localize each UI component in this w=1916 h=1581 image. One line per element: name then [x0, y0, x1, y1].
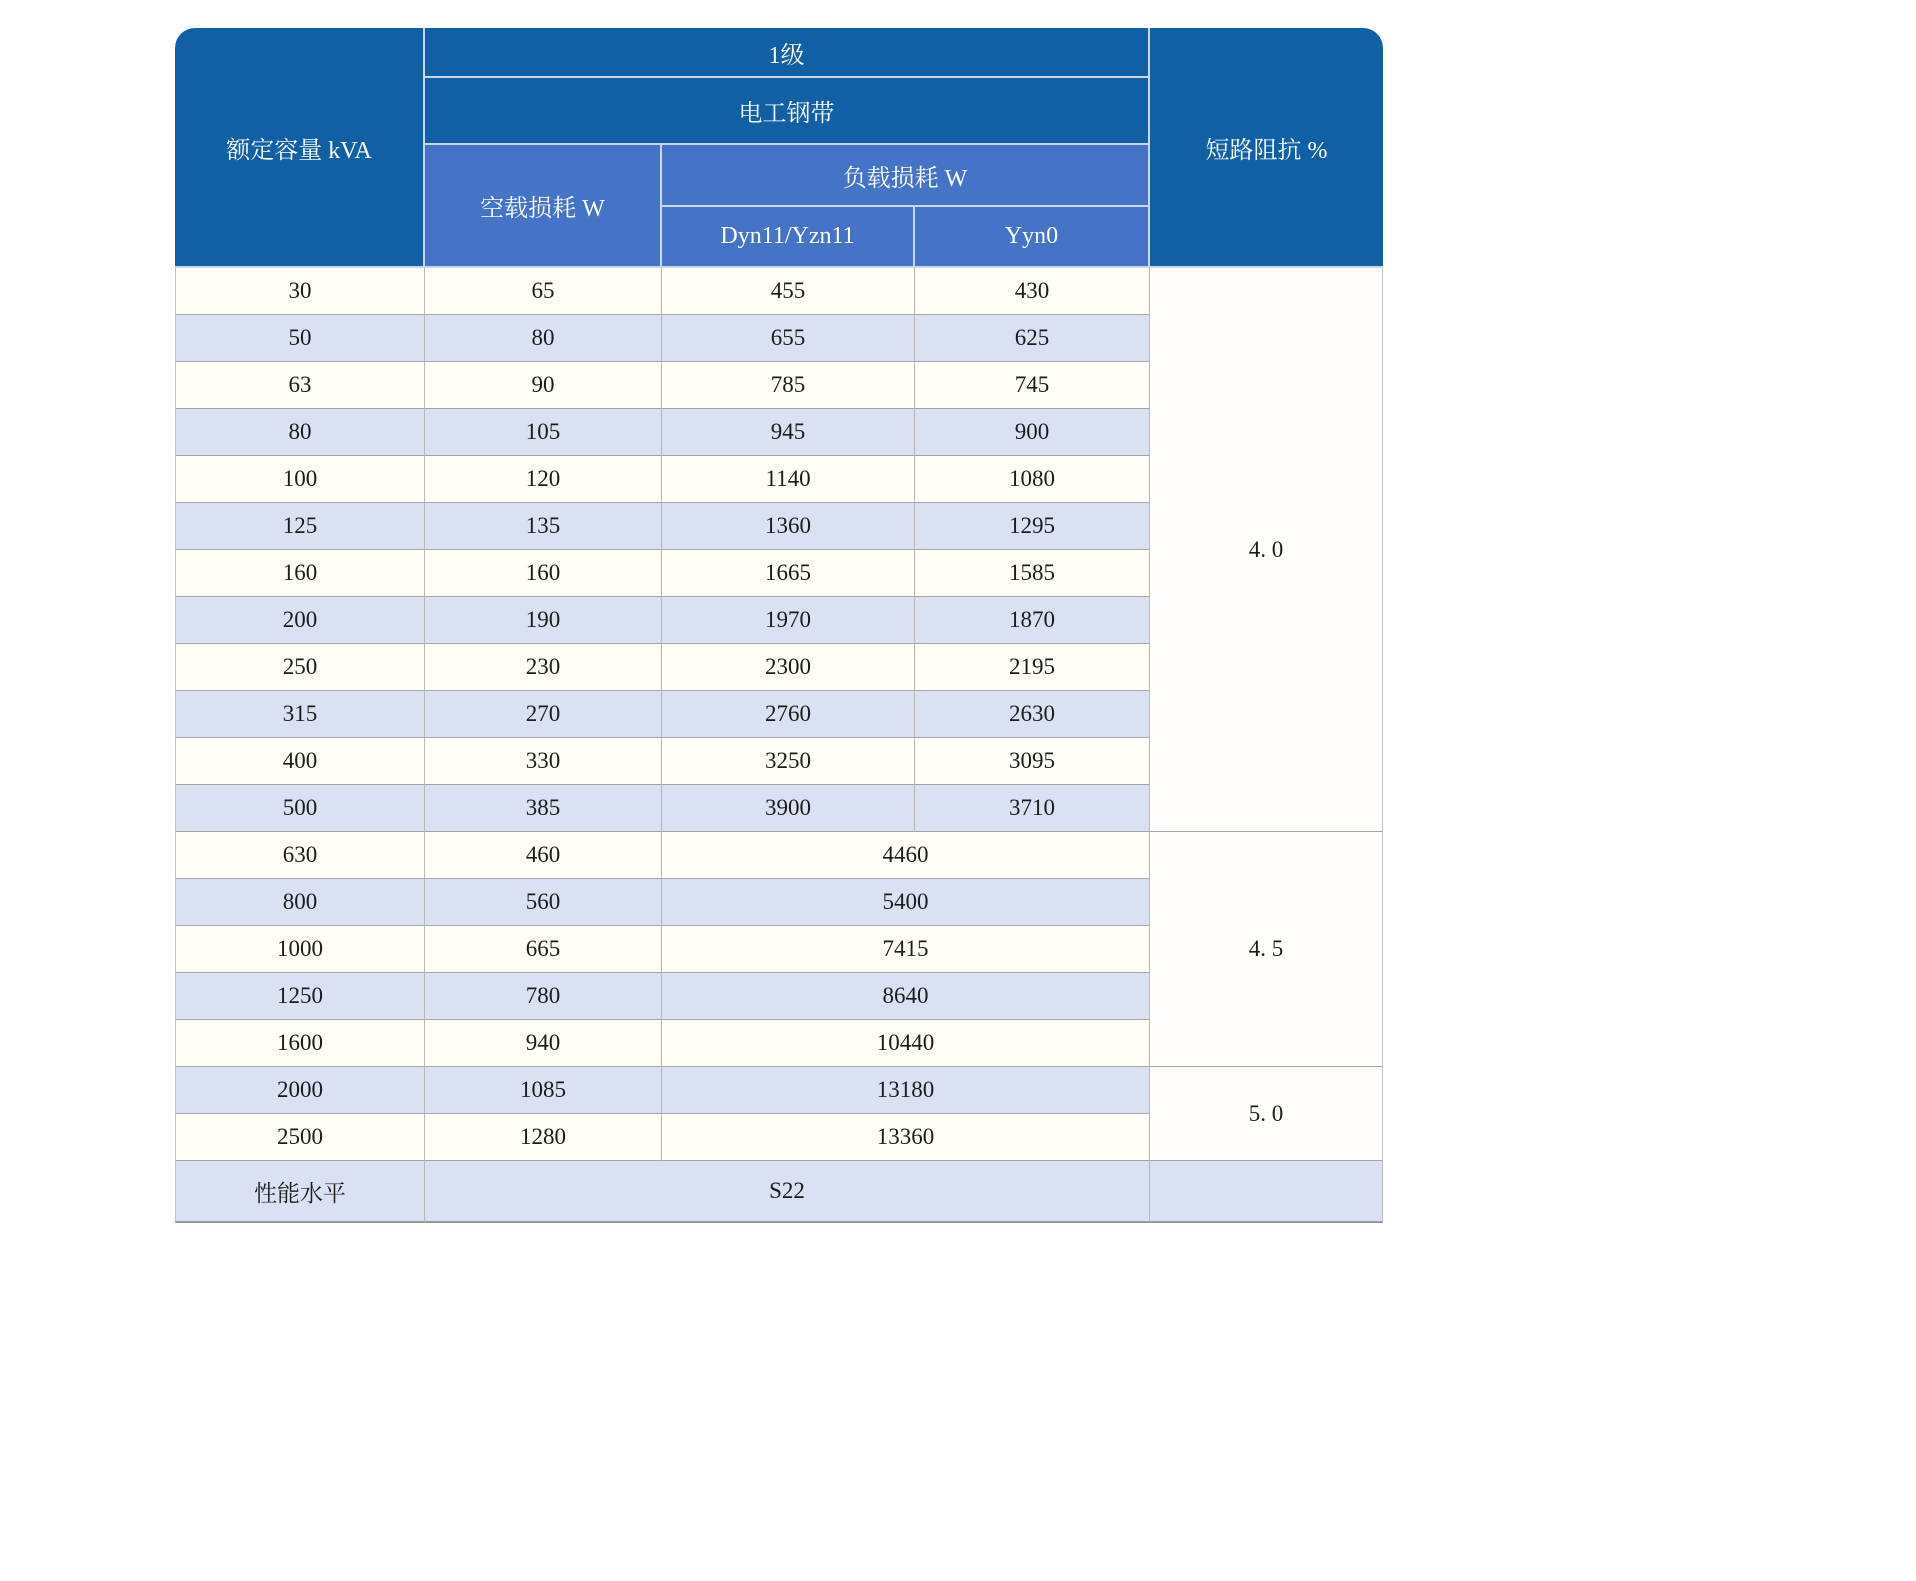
header-steel-strip: 电工钢带: [425, 78, 1150, 145]
cell-capacity: 400: [175, 738, 425, 785]
cell-capacity: 63: [175, 362, 425, 409]
table-body: [175, 268, 1383, 1223]
cell-load-loss-merged: 7415: [662, 926, 1150, 973]
cell-load-loss-yyn: 1870: [915, 597, 1150, 644]
header-impedance: 短路阻抗 %: [1150, 28, 1383, 268]
cell-load-loss-yyn: 3095: [915, 738, 1150, 785]
cell-no-load-loss: 460: [425, 832, 662, 879]
header-conn-yyn0: Yyn0: [915, 207, 1150, 268]
cell-impedance: 4. 0: [1150, 268, 1383, 832]
cell-load-loss-merged: 4460: [662, 832, 1150, 879]
cell-capacity: 630: [175, 832, 425, 879]
cell-load-loss-dyn: 3900: [662, 785, 915, 832]
cell-capacity: 50: [175, 315, 425, 362]
cell-load-loss-dyn: 2760: [662, 691, 915, 738]
cell-no-load-loss: 120: [425, 456, 662, 503]
cell-load-loss-merged: 13360: [662, 1114, 1150, 1161]
cell-no-load-loss: 90: [425, 362, 662, 409]
cell-load-loss-merged: 10440: [662, 1020, 1150, 1067]
cell-capacity: 1250: [175, 973, 425, 1020]
header-load-loss: 负载损耗 W: [662, 145, 1150, 207]
header-conn-dyn11-yzn11: Dyn11/Yzn11: [662, 207, 915, 268]
cell-no-load-loss: 560: [425, 879, 662, 926]
cell-impedance: 4. 5: [1150, 832, 1383, 1067]
footer-label-cell: 性能水平: [175, 1161, 425, 1223]
cell-load-loss-merged: 5400: [662, 879, 1150, 926]
cell-load-loss-dyn: 3250: [662, 738, 915, 785]
cell-capacity: 315: [175, 691, 425, 738]
table-row: [175, 832, 1383, 879]
spec-table: [175, 28, 1383, 1223]
cell-capacity: 100: [175, 456, 425, 503]
cell-no-load-loss: 135: [425, 503, 662, 550]
cell-no-load-loss: 270: [425, 691, 662, 738]
cell-capacity: 500: [175, 785, 425, 832]
cell-load-loss-dyn: 1970: [662, 597, 915, 644]
cell-capacity: 2500: [175, 1114, 425, 1161]
cell-no-load-loss: 780: [425, 973, 662, 1020]
cell-no-load-loss: 160: [425, 550, 662, 597]
cell-capacity: 1600: [175, 1020, 425, 1067]
header-rated-capacity: 额定容量 kVA: [175, 28, 425, 268]
cell-no-load-loss: 330: [425, 738, 662, 785]
cell-load-loss-yyn: 900: [915, 409, 1150, 456]
cell-load-loss-dyn: 2300: [662, 644, 915, 691]
cell-no-load-loss: 385: [425, 785, 662, 832]
cell-capacity: 800: [175, 879, 425, 926]
table-row: [175, 1067, 1383, 1114]
cell-no-load-loss: 230: [425, 644, 662, 691]
cell-no-load-loss: 940: [425, 1020, 662, 1067]
cell-load-loss-dyn: 455: [662, 268, 915, 315]
table-row: [175, 268, 1383, 315]
cell-no-load-loss: 665: [425, 926, 662, 973]
table-header: [175, 28, 1383, 268]
cell-capacity: 200: [175, 597, 425, 644]
cell-load-loss-yyn: 2630: [915, 691, 1150, 738]
header-no-load-loss: 空载损耗 W: [425, 145, 662, 268]
cell-load-loss-yyn: 625: [915, 315, 1150, 362]
cell-no-load-loss: 1280: [425, 1114, 662, 1161]
cell-no-load-loss: 105: [425, 409, 662, 456]
cell-load-loss-yyn: 1295: [915, 503, 1150, 550]
cell-load-loss-yyn: 1585: [915, 550, 1150, 597]
cell-load-loss-yyn: 1080: [915, 456, 1150, 503]
cell-capacity: 160: [175, 550, 425, 597]
cell-capacity: 1000: [175, 926, 425, 973]
cell-load-loss-dyn: 1665: [662, 550, 915, 597]
cell-load-loss-dyn: 1360: [662, 503, 915, 550]
cell-load-loss-yyn: 3710: [915, 785, 1150, 832]
cell-load-loss-yyn: 745: [915, 362, 1150, 409]
cell-load-loss-dyn: 945: [662, 409, 915, 456]
cell-no-load-loss: 190: [425, 597, 662, 644]
cell-load-loss-yyn: 2195: [915, 644, 1150, 691]
cell-capacity: 250: [175, 644, 425, 691]
cell-no-load-loss: 65: [425, 268, 662, 315]
cell-load-loss-merged: 8640: [662, 973, 1150, 1020]
footer-row: [175, 1161, 1383, 1223]
footer-impedance-cell: [1150, 1161, 1383, 1223]
footer-value-cell: S22: [425, 1161, 1150, 1223]
cell-load-loss-dyn: 655: [662, 315, 915, 362]
cell-load-loss-dyn: 785: [662, 362, 915, 409]
cell-no-load-loss: 80: [425, 315, 662, 362]
cell-load-loss-dyn: 1140: [662, 456, 915, 503]
cell-capacity: 125: [175, 503, 425, 550]
cell-capacity: 80: [175, 409, 425, 456]
cell-load-loss-yyn: 430: [915, 268, 1150, 315]
cell-capacity: 30: [175, 268, 425, 315]
header-level: 1级: [425, 28, 1150, 78]
cell-capacity: 2000: [175, 1067, 425, 1114]
cell-load-loss-merged: 13180: [662, 1067, 1150, 1114]
cell-no-load-loss: 1085: [425, 1067, 662, 1114]
cell-impedance: 5. 0: [1150, 1067, 1383, 1161]
